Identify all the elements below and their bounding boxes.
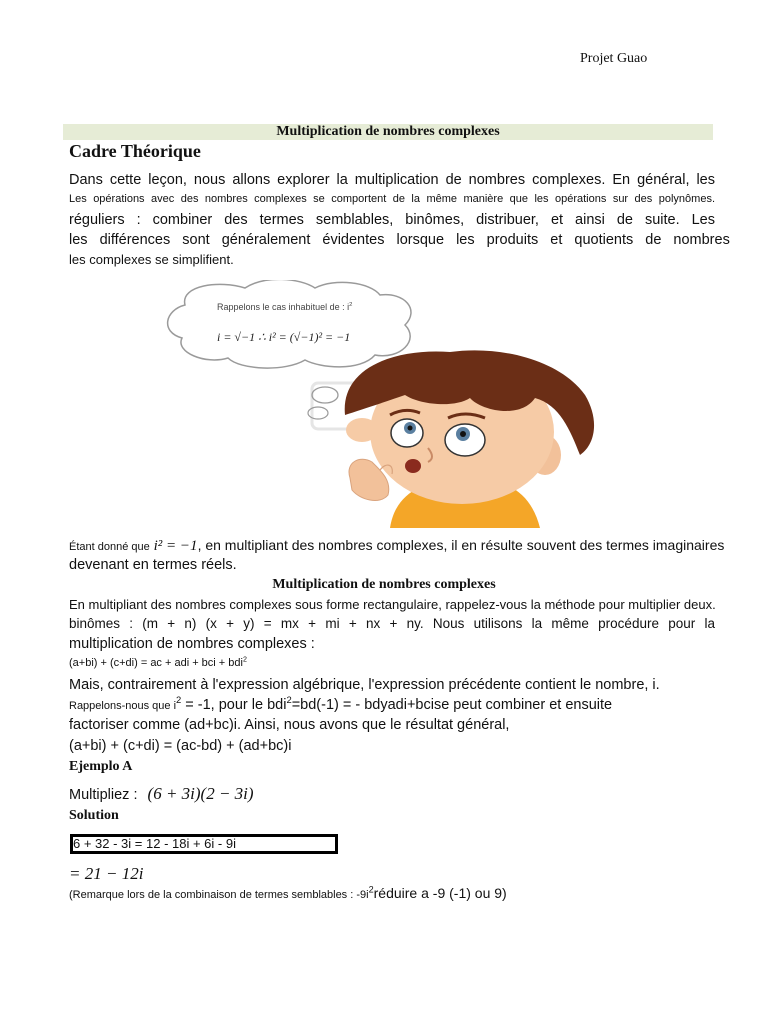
header-project-name: Projet Guao	[580, 51, 648, 66]
body2-line-3: multiplication de nombres complexes :	[69, 636, 315, 652]
given-prefix: Étant donné que	[69, 541, 150, 553]
intro-line-1: Dans cette leçon, nous allons explorer la multiplication de nombres complexes. En général, les	[69, 172, 715, 188]
example-label: Ejemplo A	[69, 759, 133, 774]
intro-line-4: les différences sont généralement évidentes lorsque les produits et quotients de nombres	[69, 232, 730, 248]
given-formula: i² = −1	[153, 538, 198, 554]
body2-line-5: Mais, contrairement à l'expression algébrique, l'expression précédente contient le nombre, i.	[69, 677, 660, 693]
body2-line-7: factoriser comme (ad+bc)i. Ainsi, nous avons que le résultat général,	[69, 717, 510, 733]
given-line-1	[69, 537, 724, 555]
body2-line-1: En multipliant des nombres complexes sous forme rectangulaire, rappelez-vous la méthode pour multiplier deux.	[69, 597, 716, 612]
given-rest: , en multipliant des nombres complexes, il en résulte souvent des termes imaginaires	[197, 537, 725, 553]
section-2-title: Multiplication de nombres complexes	[272, 577, 496, 592]
document-title: Multiplication de nombres complexes	[63, 124, 713, 140]
example-prompt-line	[69, 784, 254, 804]
section-heading: Cadre Théorique	[69, 141, 201, 161]
bubble-caption: Rappelons le cas inhabituel de : $i^2$	[217, 302, 353, 312]
solution-box: 6 + 32 - 3i = 12 - 18i + 6i - 9i	[70, 834, 338, 854]
remark-line: (Remarque lors de la combinaison de termes semblables : $-9i^2réduire$ a -9 (-1) ou 9)	[69, 884, 507, 901]
example-expression: (6 + 3i)(2 − 3i)	[147, 784, 254, 803]
solution-label: Solution	[69, 808, 119, 823]
bubble-formula: i = √−1 ∴ i² = (√−1)² = −1	[217, 330, 351, 344]
body2-line-6: Rappelons-nous que $i^2 = -1$, pour le bdi$^2$=bd(-1) = - bdyadi+bcise peut combiner et ensuite	[69, 694, 613, 713]
intro-line-3: réguliers : combiner des termes semblables, binômes, distribuer, et ainsi de suite. Les	[69, 212, 715, 228]
body2-line-4: (a+bi) + (c+di) = ac + adi + bci + bdi$^2$	[69, 655, 247, 669]
solution-result: = 21 − 12i	[69, 864, 144, 883]
boy-figure	[345, 350, 594, 528]
example-prompt: Multipliez :	[69, 787, 138, 803]
intro-line-2: Les opérations avec des nombres complexes se comportent de la même manière que les opérations sur des polynômes.	[69, 193, 715, 205]
given-line-2: devenant en termes réels.	[69, 557, 237, 573]
thinking-boy-illustration	[165, 280, 605, 528]
body2-line-2: binômes : (m + n) (x + y) = mx + mi + nx + ny. Nous utilisons la même procédure pour la	[69, 616, 715, 631]
intro-line-5: les complexes se simplifient.	[69, 252, 234, 267]
body2-line-8: (a+bi) + (c+di) = (ac-bd) + (ad+bc)i	[69, 738, 292, 754]
